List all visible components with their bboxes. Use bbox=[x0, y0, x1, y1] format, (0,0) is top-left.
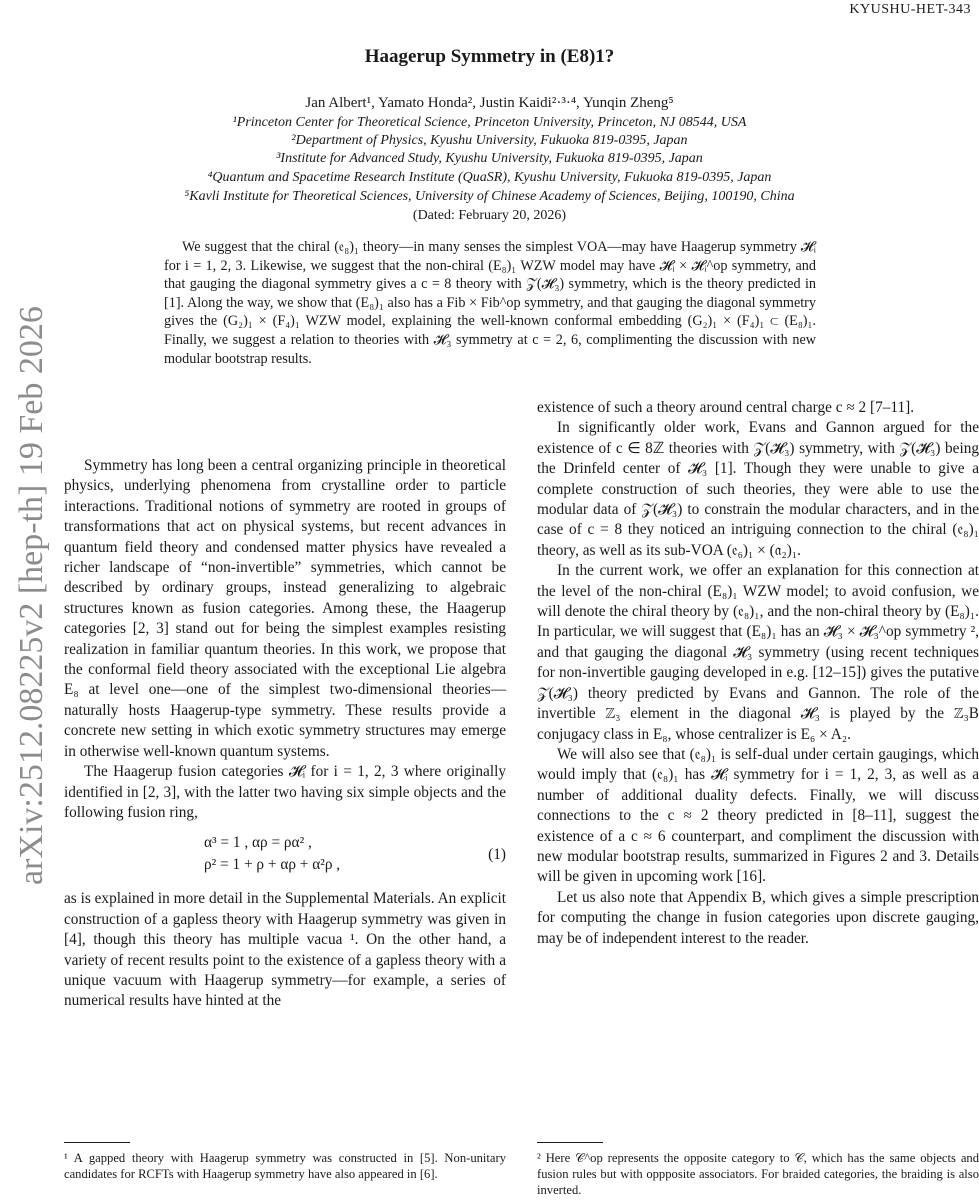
right-paragraph-4: We will also see that (𝔢₈)₁ is self-dual under certain gaugings, which would imply that (𝔢₈)₁ has 𝓗ᵢ symmetry for i = 1, 2, 3, as well as a number of additional duality defects. Finally, we will discuss connections to the c ≈ 2 theory predicted in [8–11], suggest the existence of a c ≈ 6 counterpart, and compliment the discussion with new modular bootstrap results, summarized in Figures 2 and 3. Details will be given in upcoming work [16]. bbox=[537, 745, 979, 886]
footnote-1: ¹ A gapped theory with Haagerup symmetry was constructed in [5]. Non-unitary candidates for RCFTs with Haagerup symmetry have also appeared in [6]. bbox=[64, 1151, 506, 1181]
arxiv-stamp bbox=[2, 270, 54, 890]
affiliation-4: ⁴Quantum and Spacetime Research Institute (QuaSR), Kyushu University, Fukuoka 819-0395, Japan bbox=[207, 170, 772, 185]
affiliation-3: ³Institute for Advanced Study, Kyushu University, Fukuoka 819-0395, Japan bbox=[276, 151, 703, 166]
left-column bbox=[64, 456, 506, 1012]
footnote-rule-left bbox=[64, 1142, 130, 1143]
report-number: KYUSHU-HET-343 bbox=[849, 2, 971, 17]
right-paragraph-2: In significantly older work, Evans and Gannon argued for the existence of c ∈ 8ℤ theories with 𝒵(𝓗₃) symmetry, with 𝒵(𝓗₃) being the Drinfeld center of 𝓗₃ [1]. Though they were unable to give a complete construction of such theories, they were able to use the modular data of 𝒵(𝓗₃) to constrain the modular characters, and in the case of c = 8 they noticed an intriguing connection to the chiral (𝔢₈)₁ theory, as well as its sub-VOA (𝔢₆)₁ × (𝔞₂)₁. bbox=[537, 419, 979, 559]
right-paragraph-5: Let us also note that Appendix B, which gives a simple prescription for computing the change in fusion categories upon discrete gauging, may be of independent interest to the reader. bbox=[537, 888, 979, 947]
footnote-2: ² Here 𝒞^op represents the opposite category to 𝒞, which has the same objects and fusion rules but with oppposite associators. For braided categories, the braiding is also inverted. bbox=[537, 1151, 979, 1197]
equation-1 bbox=[64, 833, 506, 881]
date-line: (Dated: February 20, 2026) bbox=[412, 208, 567, 223]
equation-line-1: α³ = 1 , αρ = ρα² , bbox=[204, 834, 312, 852]
intro-paragraph-1: Symmetry has long been a central organizing principle in theoretical physics, underlying phenomena from crystalline order to particle interactions. Traditional notions of symmetry are rooted in groups of transformations that act on physical systems, but recent advances in quantum field theory and condensed matter physics have revealed a richer landscape of “non-invertible” symmetries, which cannot be described by ordinary groups, instead generalizing to algebraic structures known as fusion categories. Among these, the Haagerup categories [2, 3] stand out for being the simplest examples resisting realization in familiar quantum theories. In this work, we propose that the conformal field theory associated with the exceptional Lie algebra E₈ at level one—one of the simplest two-dimensional theories—naturally hosts Haagerup-type symmetry. These results provide a concrete new setting in which exotic symmetry structures may emerge in otherwise well-known quantum systems. bbox=[64, 457, 506, 760]
affiliation-2: ²Department of Physics, Kyushu University, Fukuoka 819-0395, Japan bbox=[291, 133, 688, 148]
equation-number: (1) bbox=[488, 846, 506, 864]
intro-paragraph-3: as is explained in more detail in the Supplemental Materials. An explicit construction of a gapless theory with Haagerup symmetry was given in [4], though this theory has multiple vacua ¹. On the other hand, a variety of recent results point to the existence of a gapless theory with a unique vacuum with Haagerup symmetry—for example, a series of numerical results have hinted at the bbox=[64, 890, 506, 1010]
footnote-rule-right bbox=[537, 1142, 603, 1143]
intro-paragraph-2: The Haagerup fusion categories 𝓗ᵢ for i = 1, 2, 3 where originally identified in [2, 3], with the latter two having six simple objects and the following fusion ring, bbox=[64, 763, 506, 821]
abstract: We suggest that the chiral (𝔢₈)₁ theory—in many senses the simplest VOA—may have Haagerup symmetry 𝓗ᵢ for i = 1, 2, 3. Likewise, we suggest that the non-chiral (E₈)₁ WZW model may have 𝓗ᵢ × 𝓗ᵢ^op symmetry, and that gauging the diagonal symmetry gives a c = 8 theory with 𝒵(𝓗₃) symmetry, which is the theory predicted in [1]. Along the way, we show that (E₈)₁ also has a Fib × Fib^op symmetry, and that gauging the diagonal symmetry gives the (G₂)₁ × (F₄)₁ WZW model, explaining the well-known conformal embedding (G₂)₁ × (F₄)₁ ⊂ (E₈)₁. Finally, we suggest a relation to theories with 𝓗₃ symmetry at c = 2, 6, complimenting the discussion with new modular bootstrap results. bbox=[164, 239, 816, 367]
affiliation-1: ¹Princeton Center for Theoretical Science, Princeton University, Princeton, NJ 08544, USA bbox=[232, 115, 747, 130]
right-paragraph-3: In the current work, we offer an explanation for this connection at the level of the non-chiral (E₈)₁ WZW model; to avoid confusion, we will denote the chiral theory by (𝔢₈)₁, and the non-chiral theory by (E₈)₁. In particular, we will suggest that (E₈)₁ has an 𝓗₃ × 𝓗₃^op symmetry ², and that gauging the diagonal 𝓗₃ symmetry (using recent techniques for non-invertible gauging developed in e.g. [12–15]) gives the putative 𝒵(𝓗₃) theory predicted by Evans and Gannon. The role of the invertible ℤ₃ element in the diagonal 𝓗₃ is played by the ℤ₃B conjugacy class in E₈, whose centralizer is E₆ × A₂. bbox=[537, 562, 979, 743]
right-column bbox=[537, 398, 979, 949]
arxiv-stamp-svg bbox=[2, 270, 54, 890]
paper-title: Haagerup Symmetry in (E8)1? bbox=[364, 46, 615, 67]
equation-line-2: ρ² = 1 + ρ + αρ + α²ρ , bbox=[204, 856, 341, 874]
arxiv-stamp-text: arXiv:2512.08225v2 [hep-th] 19 Feb 2026 bbox=[13, 306, 50, 885]
affiliation-5: ⁵Kavli Institute for Theoretical Sciences, University of Chinese Academy of Sciences, Beijing, 100190, China bbox=[184, 189, 795, 204]
author-list: Jan Albert¹, Yamato Honda², Justin Kaidi²·³·⁴, Yunqin Zheng⁵ bbox=[305, 95, 674, 111]
right-paragraph-1: existence of such a theory around central charge c ≈ 2 [7–11]. bbox=[537, 399, 915, 416]
